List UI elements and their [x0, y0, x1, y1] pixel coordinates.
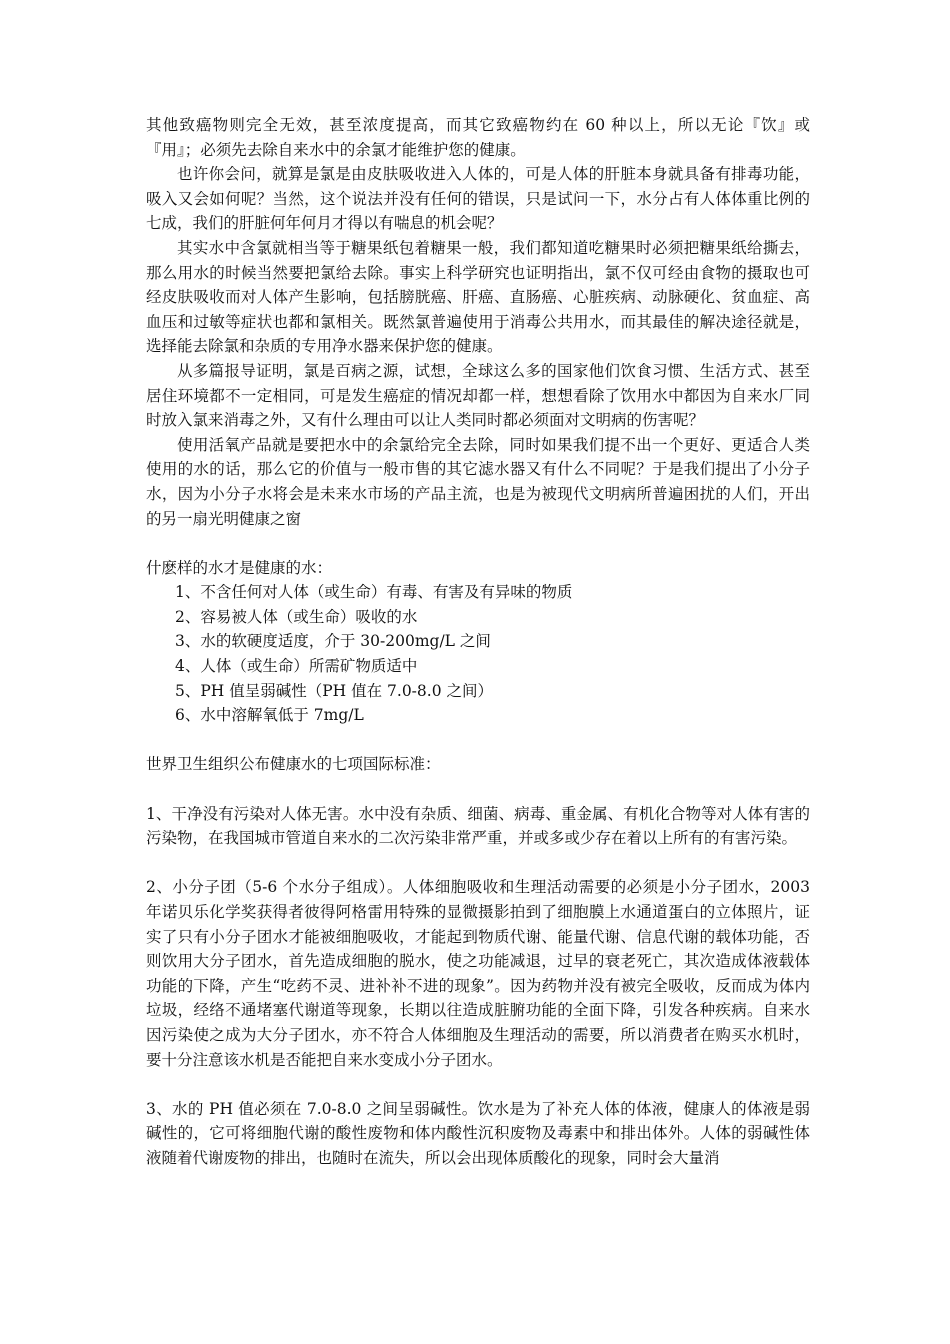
intro-paragraph-3: 其实水中含氯就相当等于糖果纸包着糖果一般，我们都知道吃糖果时必须把糖果纸给撕去，那么用水的时候当然要把氯给去除。事实上科学研究也证明指出，氯不仅可经由食物的摄取也可经皮肤吸收而对人体产生影响，包括膀胱癌、肝癌、直肠癌、心脏疾病、动脉硬化、贫血症、高血压和过敏等症状也都和氯相关。既然氯普遍使用于消毒公共用水，而其最佳的解决途径就是，选择能去除氯和杂质的专用净水器来保护您的健康。 [146, 238, 810, 356]
spacer [146, 728, 810, 753]
spacer [146, 777, 810, 802]
intro-paragraph-2: 也许你会问，就算是氯是由皮肤吸收进入人体的，可是人体的肝脏本身就具备有排毒功能，吸入又会如何呢？当然，这个说法并没有任何的错误，只是试问一下，水分占有人体体重比例的七成，我们的肝脏何年何月才得以有喘息的机会呢？ [146, 165, 810, 233]
list-item: 4、人体（或生命）所需矿物质适中 [175, 657, 418, 676]
list-item: 3、水的软硬度适度，介于 30-200mg/L 之间 [175, 632, 491, 651]
who-standards-heading: 世界卫生组织公布健康水的七项国际标准： [146, 755, 441, 774]
standard-item-3: 3、水的 PH 值必须在 7.0-8.0 之间呈弱碱性。饮水是为了补充人体的体液，健康人的体液是弱碱性的，它可将细胞代谢的酸性废物和体内酸性沉积废物及毒素中和排出体外。人体的弱碱性体液随着代谢废物的排出，也随时在流失，所以会出现体质酸化的现象，同时会大量消 [146, 1099, 810, 1167]
spacer [146, 531, 810, 556]
spacer [146, 851, 810, 876]
healthy-water-list [146, 580, 810, 728]
intro-paragraph-1: 其他致癌物则完全无效，甚至浓度提高，而其它致癌物约在 60 种以上，所以无论『饮』或『用』；必须先去除自来水中的余氯才能维护您的健康。 [146, 116, 810, 159]
healthy-water-heading: 什麽样的水才是健康的水： [146, 558, 333, 577]
intro-paragraph-5: 使用活氧产品就是要把水中的余氯给完全去除，同时如果我们提不出一个更好、更适合人类使用的水的话，那么它的价值与一般市售的其它滤水器又有什么不同呢？于是我们提出了小分子水，因为小分子水将会是未来水市场的产品主流，也是为被现代文明病所普遍困扰的人们，开出的另一扇光明健康之窗 [146, 435, 810, 528]
list-item: 5、PH 值呈弱碱性（PH 值在 7.0-8.0 之间） [175, 681, 494, 700]
standard-item-2: 2、小分子团（5-6 个水分子组成）。人体细胞吸收和生理活动需要的必须是小分子团水，2003 年诺贝乐化学奖获得者彼得阿格雷用特殊的显微摄影拍到了细胞膜上水通道蛋白的立体照片，证实了只有小分子团水才能被细胞吸收，才能起到物质代谢、能量代谢、信息代谢的载体功能，否则饮用大分子团水，首先造成细胞的脱水，使之功能减退，过早的衰老死亡，其次造成体液载体功能的下降，产生“吃药不灵、进补补不进的现象”。因为药物并没有被完全吸收，反而成为体内垃圾，经络不通堵塞代谢道等现象，长期以往造成脏腑功能的全面下降，引发各种疾病。自来水因污染使之成为大分子团水，亦不符合人体细胞及生理活动的需要，所以消费者在购买水机时，要十分注意该水机是否能把自来水变成小分子团水。 [146, 878, 810, 1069]
list-item: 1、不含任何对人体（或生命）有毒、有害及有异味的物质 [175, 583, 573, 602]
standard-item-1: 1、干净没有污染对人体无害。水中没有杂质、细菌、病毒、重金属、有机化合物等对人体有害的污染物，在我国城市管道自来水的二次污染非常严重，并或多或少存在着以上所有的有害污染。 [146, 804, 810, 848]
spacer [146, 1072, 810, 1097]
list-item: 2、容易被人体（或生命）吸收的水 [175, 607, 418, 626]
intro-paragraph-4: 从多篇报导证明，氯是百病之源，试想，全球这么多的国家他们饮食习惯、生活方式、甚至居住环境都不一定相同，可是发生癌症的情况却都一样，想想看除了饮用水中都因为自来水厂同时放入氯来消毒之外，又有什么理由可以让人类同时都必须面对文明病的伤害呢？ [146, 361, 810, 430]
document-body [146, 113, 810, 1171]
list-item: 6、水中溶解氧低于 7mg/L [175, 706, 364, 725]
